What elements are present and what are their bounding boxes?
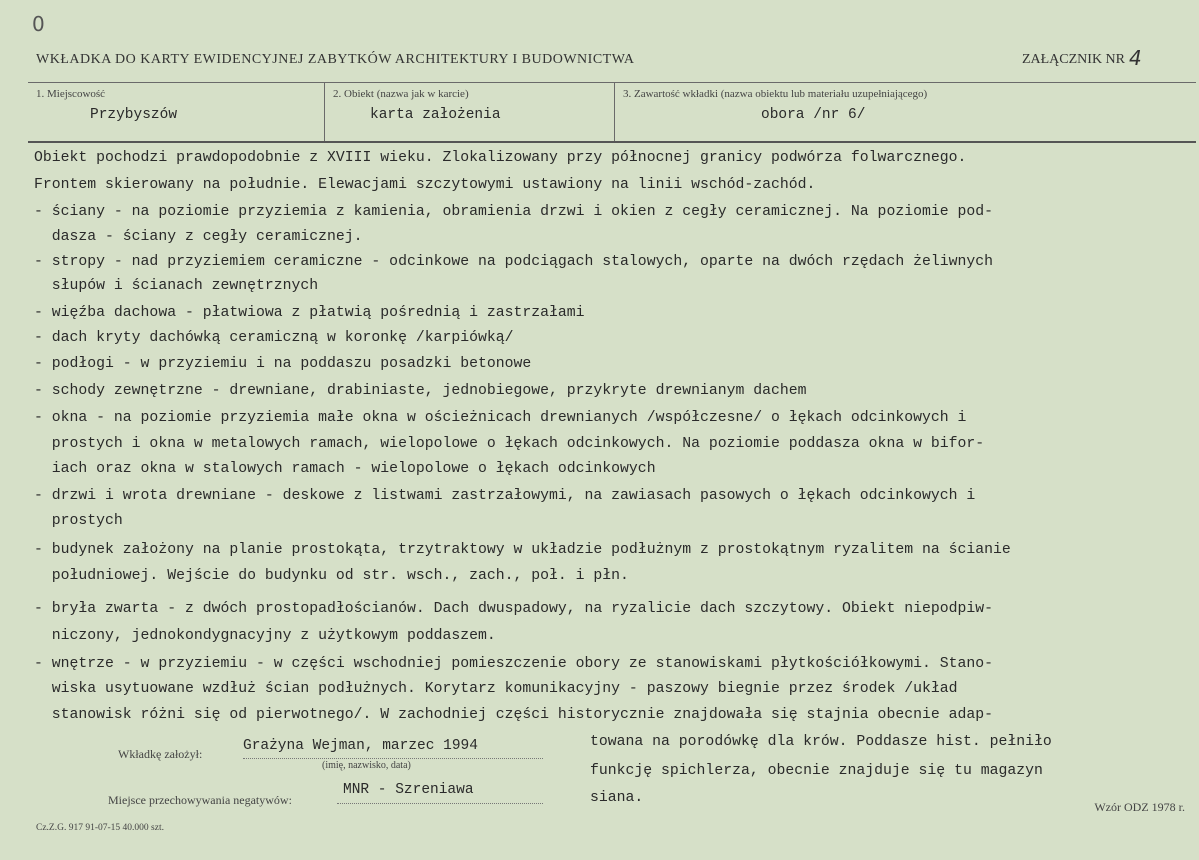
text-line: - drzwi i wrota drewniane - deskowe z listwami zastrzałowymi, na zawiasach pasowych o łękach odcinkowych i	[34, 488, 976, 504]
text-line: prostych	[34, 513, 123, 529]
text-line: - ściany - na poziomie przyziemia z kamienia, obramienia drzwi i okien z cegły ceramicznej. Na poziomie pod-	[34, 204, 993, 220]
text-line: towana na porodówkę dla krów. Poddasze hist. pełniło	[590, 734, 1052, 750]
negatives-value: MNR - Szreniawa	[343, 782, 474, 798]
header-fields	[28, 82, 1196, 143]
text-line: - okna - na poziomie przyziemia małe okna w ościeżnicach drewnianych /współczesne/ o łękach odcinkowych i	[34, 410, 967, 426]
text-line: - bryła zwarta - z dwóch prostopadłościanów. Dach dwuspadowy, na ryzalicie dach szczytowy. Obiekt niepodpiw-	[34, 601, 993, 617]
text-line: Obiekt pochodzi prawdopodobnie z XVIII wieku. Zlokalizowany przy północnej granicy podwórza folwarcznego.	[34, 150, 967, 166]
text-line: - podłogi - w przyziemiu i na poddaszu posadzki betonowe	[34, 356, 532, 372]
field-label-locality: 1. Miejscowość	[36, 88, 106, 100]
text-line: siana.	[590, 790, 644, 806]
text-line: funkcję spichlerza, obecnie znajduje się tu magazyn	[590, 763, 1043, 779]
field-value-contents: obora /nr 6/	[761, 107, 866, 123]
corner-mark: 0	[32, 12, 45, 36]
author-underline	[243, 758, 543, 759]
text-line: - schody zewnętrzne - drewniane, drabiniaste, jednobiegowe, przykryte drewnianym dachem	[34, 383, 807, 399]
field-locality	[28, 83, 324, 141]
field-contents	[614, 83, 1197, 141]
text-line: - stropy - nad przyziemiem ceramiczne - odcinkowe na podciągach stalowych, oparte na dwóch rzędach żeliwnych	[34, 254, 993, 270]
author-caption: (imię, nazwisko, data)	[322, 760, 411, 771]
form-code: Wzór ODZ 1978 r.	[1094, 800, 1185, 814]
negatives-label: Miejsce przechowywania negatywów:	[108, 793, 292, 807]
print-code: Cz.Z.G. 917 91-07-15 40.000 szt.	[36, 823, 164, 833]
text-line: dasza - ściany z cegły ceramicznej.	[34, 229, 363, 245]
text-line: niczony, jednokondygnacyjny z użytkowym poddaszem.	[34, 628, 496, 644]
field-label-object: 2. Obiekt (nazwa jak w karcie)	[333, 88, 469, 100]
attachment-text: ZAŁĄCZNIK NR	[1021, 52, 1125, 67]
text-line: Frontem skierowany na południe. Elewacjami szczytowymi ustawiony na linii wschód-zachód.	[34, 177, 816, 193]
text-line: południowej. Wejście do budynku od str. wsch., zach., poł. i płn.	[34, 568, 629, 584]
field-value-locality: Przybyszów	[90, 107, 178, 123]
text-line: - więźba dachowa - płatwiowa z płatwią pośrednią i zastrzałami	[34, 305, 585, 321]
text-line: - wnętrze - w przyziemiu - w części wschodniej pomieszczenie obory ze stanowiskami płytkościółkowymi. Stano-	[34, 656, 993, 672]
negatives-underline	[337, 803, 543, 804]
text-line: wiska usytuowane wzdłuż ścian podłużnych. Korytarz komunikacyjny - paszowy biegnie przez środek /układ	[34, 681, 958, 697]
field-object	[324, 83, 615, 141]
text-line: - dach kryty dachówką ceramiczną w koronkę /karpiówką/	[34, 330, 514, 346]
field-label-contents: 3. Zawartość wkładki (nazwa obiektu lub materiału uzupełniającego)	[623, 88, 928, 100]
text-line: iach oraz okna w stalowych ramach - wielopolowe o łękach odcinkowych	[34, 461, 656, 477]
text-line: stanowisk różni się od pierwotnego/. W zachodniej części historycznie znajdowała się stajnia obecnie adap-	[34, 707, 993, 723]
field-value-object: karta założenia	[370, 107, 501, 123]
author-label: Wkładkę założył:	[118, 747, 203, 761]
attachment-label	[1021, 46, 1142, 70]
card-title: WKŁADKA DO KARTY EWIDENCYJNEJ ZABYTKÓW ARCHITEKTURY I BUDOWNICTWA	[36, 52, 635, 67]
text-line: prostych i okna w metalowych ramach, wielopolowe o łękach odcinkowych. Na poziomie poddasza okna w bifor-	[34, 436, 985, 452]
author-value: Grażyna Wejman, marzec 1994	[243, 738, 478, 754]
text-line: - budynek założony na planie prostokąta, trzytraktowy w układzie podłużnym z prostokątnym ryzalitem na ścianie	[34, 542, 1011, 558]
text-line: słupów i ścianach zewnętrznych	[34, 278, 319, 294]
attachment-number: 4	[1129, 46, 1142, 70]
